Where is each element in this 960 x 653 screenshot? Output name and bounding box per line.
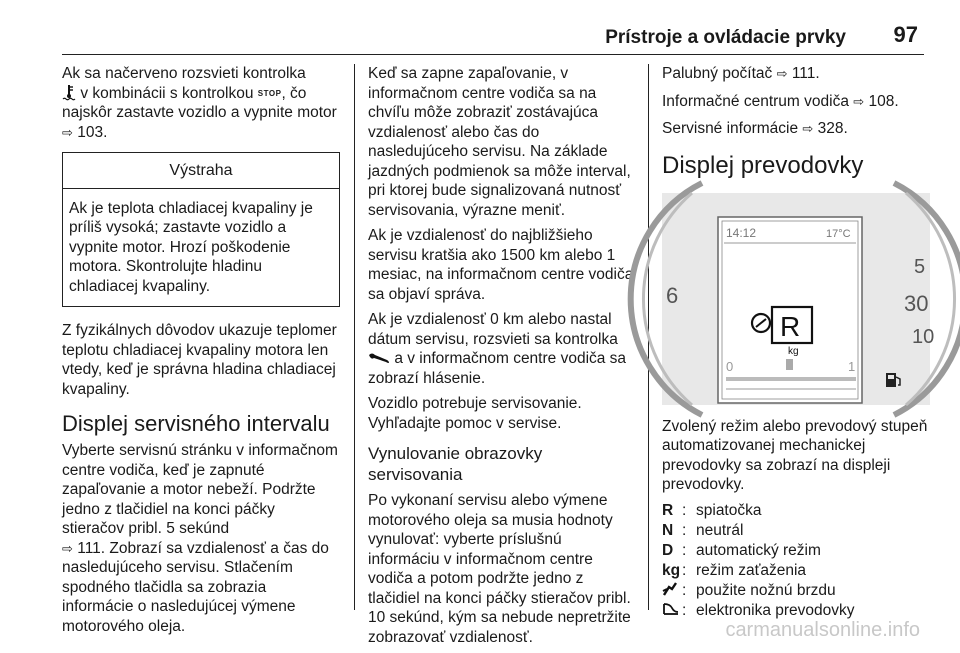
legend-value: spiatočka (696, 501, 762, 519)
column-1 (62, 64, 340, 642)
paragraph: Po vykonaní servisu alebo výmene motorového oleja sa musia hodnoty vynulovať: vyberte príslušnú informáciu v informačnom centre vodiča a potom podržte jedno z tlačidiel na konci páčky stieračov pribl. 10 sekúnd, kým sa nebude nepretržite zobrazovať vzdialenosť. (368, 492, 631, 646)
section-heading: Displej prevodovky (662, 151, 864, 179)
legend-value: režim zaťaženia (696, 561, 807, 579)
page-ref-icon: ⇨ (802, 121, 814, 136)
paragraph: Ak je vzdialenosť 0 km alebo nastal dátum servisu, rozsvieti sa kontrolka a v informačnom centre vodiča sa zobrazí hlásenie. (368, 311, 627, 387)
watermark: carmanualsonline.info (725, 618, 920, 641)
page-title: Prístroje a ovládacie prvky (605, 27, 846, 48)
legend-item: D : automatický režim (662, 541, 821, 559)
gear-legend (662, 501, 930, 621)
dial-number: 10 (912, 325, 935, 348)
dial-number: 30 (904, 290, 929, 316)
paragraph: Vyberte servisnú stránku v informačnom centre vodiča, keď je zapnuté zapaľovanie a motor nebeží. Podržte jedno z tlačidiel na konci páčky stieračov pribl. 5 sekúnd ⇨ 111. Zobrazí sa vzdialenosť a čas do nasledujúceho servisu. Stlačením spodného tlačidla sa zobrazia informácie o nasledujúcej výmene motorového oleja. (62, 442, 338, 635)
legend-key: R (662, 501, 674, 519)
display-time: 14:12 (726, 225, 757, 240)
page-ref-icon: ⇨ (853, 93, 865, 109)
page-ref[interactable]: 108. (868, 92, 899, 110)
stop-icon: STOP (257, 88, 282, 98)
foot-brake-icon (662, 581, 678, 597)
legend-item: N : neutrál (662, 521, 744, 539)
page-ref[interactable]: 111. (791, 65, 820, 82)
service-wrench-icon (368, 352, 390, 364)
paragraph: Ak je vzdialenosť do najbližšieho servisu kratšia ako 1500 km alebo 1 mesiac, na informačnom centre vodiča sa objaví správa. (368, 227, 634, 303)
section-heading: Vynulovanie obrazovky servisovania (368, 444, 543, 484)
warning-title: Výstraha (63, 153, 339, 189)
display-temperature: 17°C (826, 227, 851, 240)
legend-item: R : spiatočka (662, 501, 762, 519)
page-header (62, 0, 924, 55)
page-ref-icon: ⇨ (62, 124, 73, 140)
page-ref[interactable]: 103. (77, 123, 108, 141)
gear-letter: R (780, 310, 801, 342)
legend-value: elektronika prevodovky (696, 601, 855, 619)
legend-item: kg : režim zaťaženia (662, 561, 807, 579)
cross-reference: Informačné centrum vodiča ⇨ 108. (662, 92, 899, 110)
legend-value: automatický režim (696, 541, 821, 559)
paragraph: Ak sa načerveno rozsvieti kontrolka v kombinácii s kontrolkou STOP, čo najskôr zastavte vozidlo a vypnite motor ⇨ 103. (62, 65, 337, 141)
page-number: 97 (893, 22, 918, 47)
load-mode-label: kg (788, 345, 799, 357)
scale-label: 0 (726, 358, 734, 374)
page-ref[interactable]: 111. (77, 539, 106, 557)
cross-reference: Palubný počítač ⇨ 111. (662, 65, 820, 82)
legend-item: : použite nožnú brzdu (662, 581, 930, 601)
transmission-fault-icon (662, 601, 680, 617)
fuel-pump-icon (786, 359, 793, 370)
page-ref-icon: ⇨ (62, 540, 73, 556)
legend-key: kg (662, 561, 681, 579)
legend-value: neutrál (696, 521, 744, 539)
column-2 (368, 64, 636, 653)
cross-reference: Servisné informácie ⇨ 328. (662, 120, 848, 137)
warning-box (62, 152, 340, 307)
dial-number: 5 (914, 255, 926, 278)
legend-item: : elektronika prevodovky (662, 601, 930, 621)
column-divider (354, 64, 355, 610)
coolant-temperature-icon (62, 84, 76, 100)
paragraph: Zvolený režim alebo prevodový stupeň automatizovanej mechanickej prevodovky sa zobrazí na displeji prevodovky. (662, 417, 928, 493)
dial-number: 6 (666, 282, 679, 308)
paragraph: Z fyzikálnych dôvodov ukazuje teplomer teplotu chladiacej kvapaliny motora len vtedy, keď je správna hladina chladiacej kvapaliny. (62, 322, 337, 398)
legend-key: D (662, 541, 674, 559)
column-3 (662, 64, 935, 621)
transmission-display-figure (662, 193, 935, 405)
page-ref-icon: ⇨ (776, 66, 788, 81)
section-heading: Displej servisného intervalu (62, 411, 330, 436)
legend-key: N (662, 521, 674, 539)
warning-text: Ak je teplota chladiacej kvapaliny je príliš vysoká; zastavte vozidlo a vypnite motor. Hrozí poškodenie motora. Skontrolujte hladinu chladiacej kvapaliny. (69, 199, 313, 295)
scale-label: 1 (848, 358, 856, 374)
paragraph: Keď sa zapne zapaľovanie, v informačnom centre vodiča sa na chvíľu môže zobraziť zostávajúca vzdialenosť alebo čas do nasledujúceho servisu. Na základe jazdných podmienok sa môže interval, pri ktorej bude signalizovaná nutnosť servisovania, výrazne meniť. (368, 65, 631, 219)
page-ref[interactable]: 328. (817, 120, 848, 137)
legend-value: použite nožnú brzdu (696, 581, 836, 599)
paragraph: Vozidlo potrebuje servisovanie. Vyhľadajte pomoc v servise. (368, 395, 582, 432)
